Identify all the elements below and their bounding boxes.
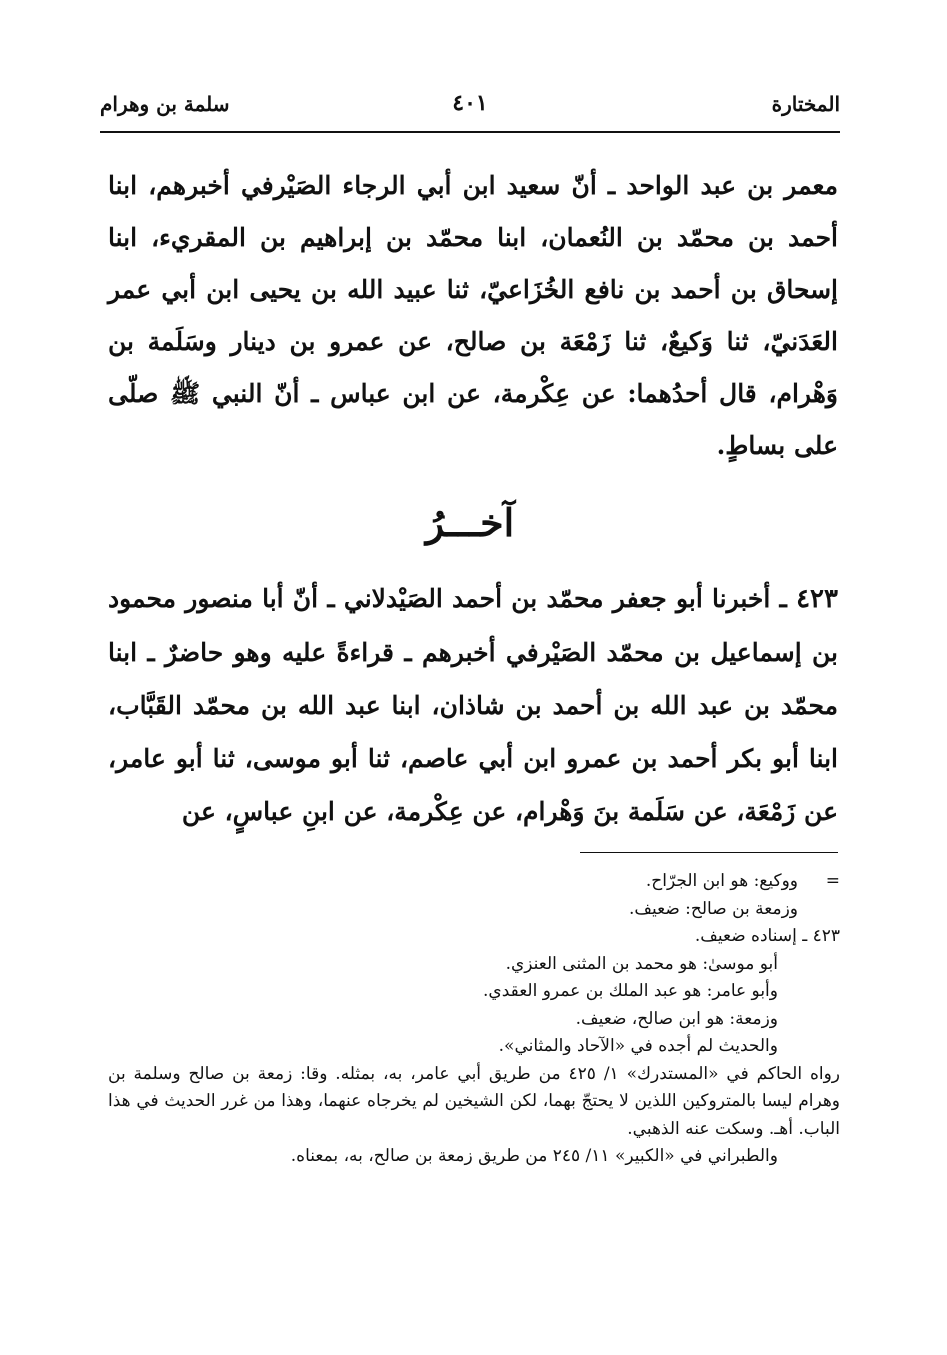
footnote-number: ٤٢٣ <box>812 926 840 946</box>
footnote-text: والحديث لم أجده في «الآحاد والمثاني». <box>498 1036 778 1056</box>
hadith-paragraph <box>108 572 838 838</box>
main-paragraph-text: معمر بن عبد الواحد ـ أنّ سعيد ابن أبي الرجاء الصَيْرفي أخبرهم، ابنا أحمد بن محمّد بن النُعمان، ابنا محمّد بن إبراهيم بن المقريء، ابنا إسحاق بن أحمد بن نافع الخُزَاعيّ، ثنا عبيد الله بن يحيى ابن أبي عمر العَدَنيّ، ثنا وَكيعٌ، ثنا زَمْعَة بن صالح، عن عمرو بن دينار وسَلَمة بن وَهْرام، قال أحدُهما: عن عِكْرمة، عن ابن عباس ـ أنّ النبي ﷺ صلّى على بساطٍ. <box>108 171 838 460</box>
footnotes <box>108 868 840 1171</box>
continuation-marker: = <box>825 871 840 891</box>
footnote-line <box>108 923 840 951</box>
chapter-title: سلمة بن وهرام <box>100 92 230 116</box>
footnote-text: والطبراني في «الكبير» ١١/ ٢٤٥ من طريق زمعة بن صالح، به، بمعناه. <box>290 1146 778 1166</box>
section-title: آخـــرُ <box>425 500 515 545</box>
footnote-text: ـ إسناده ضعيف. <box>694 926 808 946</box>
footnote-text: ووكيع: هو ابن الجرّاح. <box>645 871 798 891</box>
hadith-number: ٤٢٣ <box>796 584 838 614</box>
running-header <box>100 92 840 128</box>
footnote-rule <box>580 852 838 853</box>
footnote-line <box>108 896 840 924</box>
main-paragraph <box>108 160 838 472</box>
page-number: ٤٠١ <box>452 90 488 116</box>
footnote-line <box>108 868 840 896</box>
footnote-line <box>108 1143 840 1171</box>
footnote-text: أبو موسىٰ: هو محمد بن المثنى العنزي. <box>505 953 778 974</box>
footnote-text: وأبو عامر: هو عبد الملك بن عمرو العقدي. <box>482 981 778 1001</box>
footnote-line <box>108 951 840 979</box>
footnote-line <box>108 978 840 1006</box>
hadith-text: ـ أخبرنا أبو جعفر محمّد بن أحمد الصَيْدلاني ـ أنّ أبا منصور محمود بن إسماعيل بن محمّد الصَيْرفي أخبرهم ـ قراءةً عليه وهو حاضرٌ ـ ابنا محمّد بن عبد الله بن أحمد بن شاذان، ابنا عبد الله بن محمّد القَبَّاب، ابنا أبو بكر أحمد بن عمرو ابن أبي عاصم، ثنا أبو موسى، ثنا أبو عامر، عن زَمْعَة، عن سَلَمة بنَ وَهْرام، عن عِكْرمة، عن ابنِ عباسٍ، عن <box>108 584 838 826</box>
book-title: المختارة <box>771 92 840 116</box>
footnote-line <box>108 1033 840 1061</box>
header-rule <box>100 131 840 133</box>
footnote-text: وزمعة بن صالح: ضعيف. <box>629 898 798 919</box>
footnote-line <box>108 1006 840 1034</box>
footnote-text: وزمعة: هو ابن صالح، ضعيف. <box>575 1008 778 1029</box>
footnote-line <box>108 1061 840 1144</box>
footnote-text: رواه الحاكم في «المستدرك» ١/ ٤٢٥ من طريق أبي عامر، به، بمثله. وقا: زمعة بن صالح وسلمة بن وهرام ليسا بالمتروكين اللذين لا يحتجّ بهما، لكن الشيخين لم يخرجاه عنهما، وهذا من غرر الحديث في هذا الباب. أهـ. وسكت عنه الذهبي. <box>108 1063 840 1139</box>
hadith-block <box>108 572 838 838</box>
